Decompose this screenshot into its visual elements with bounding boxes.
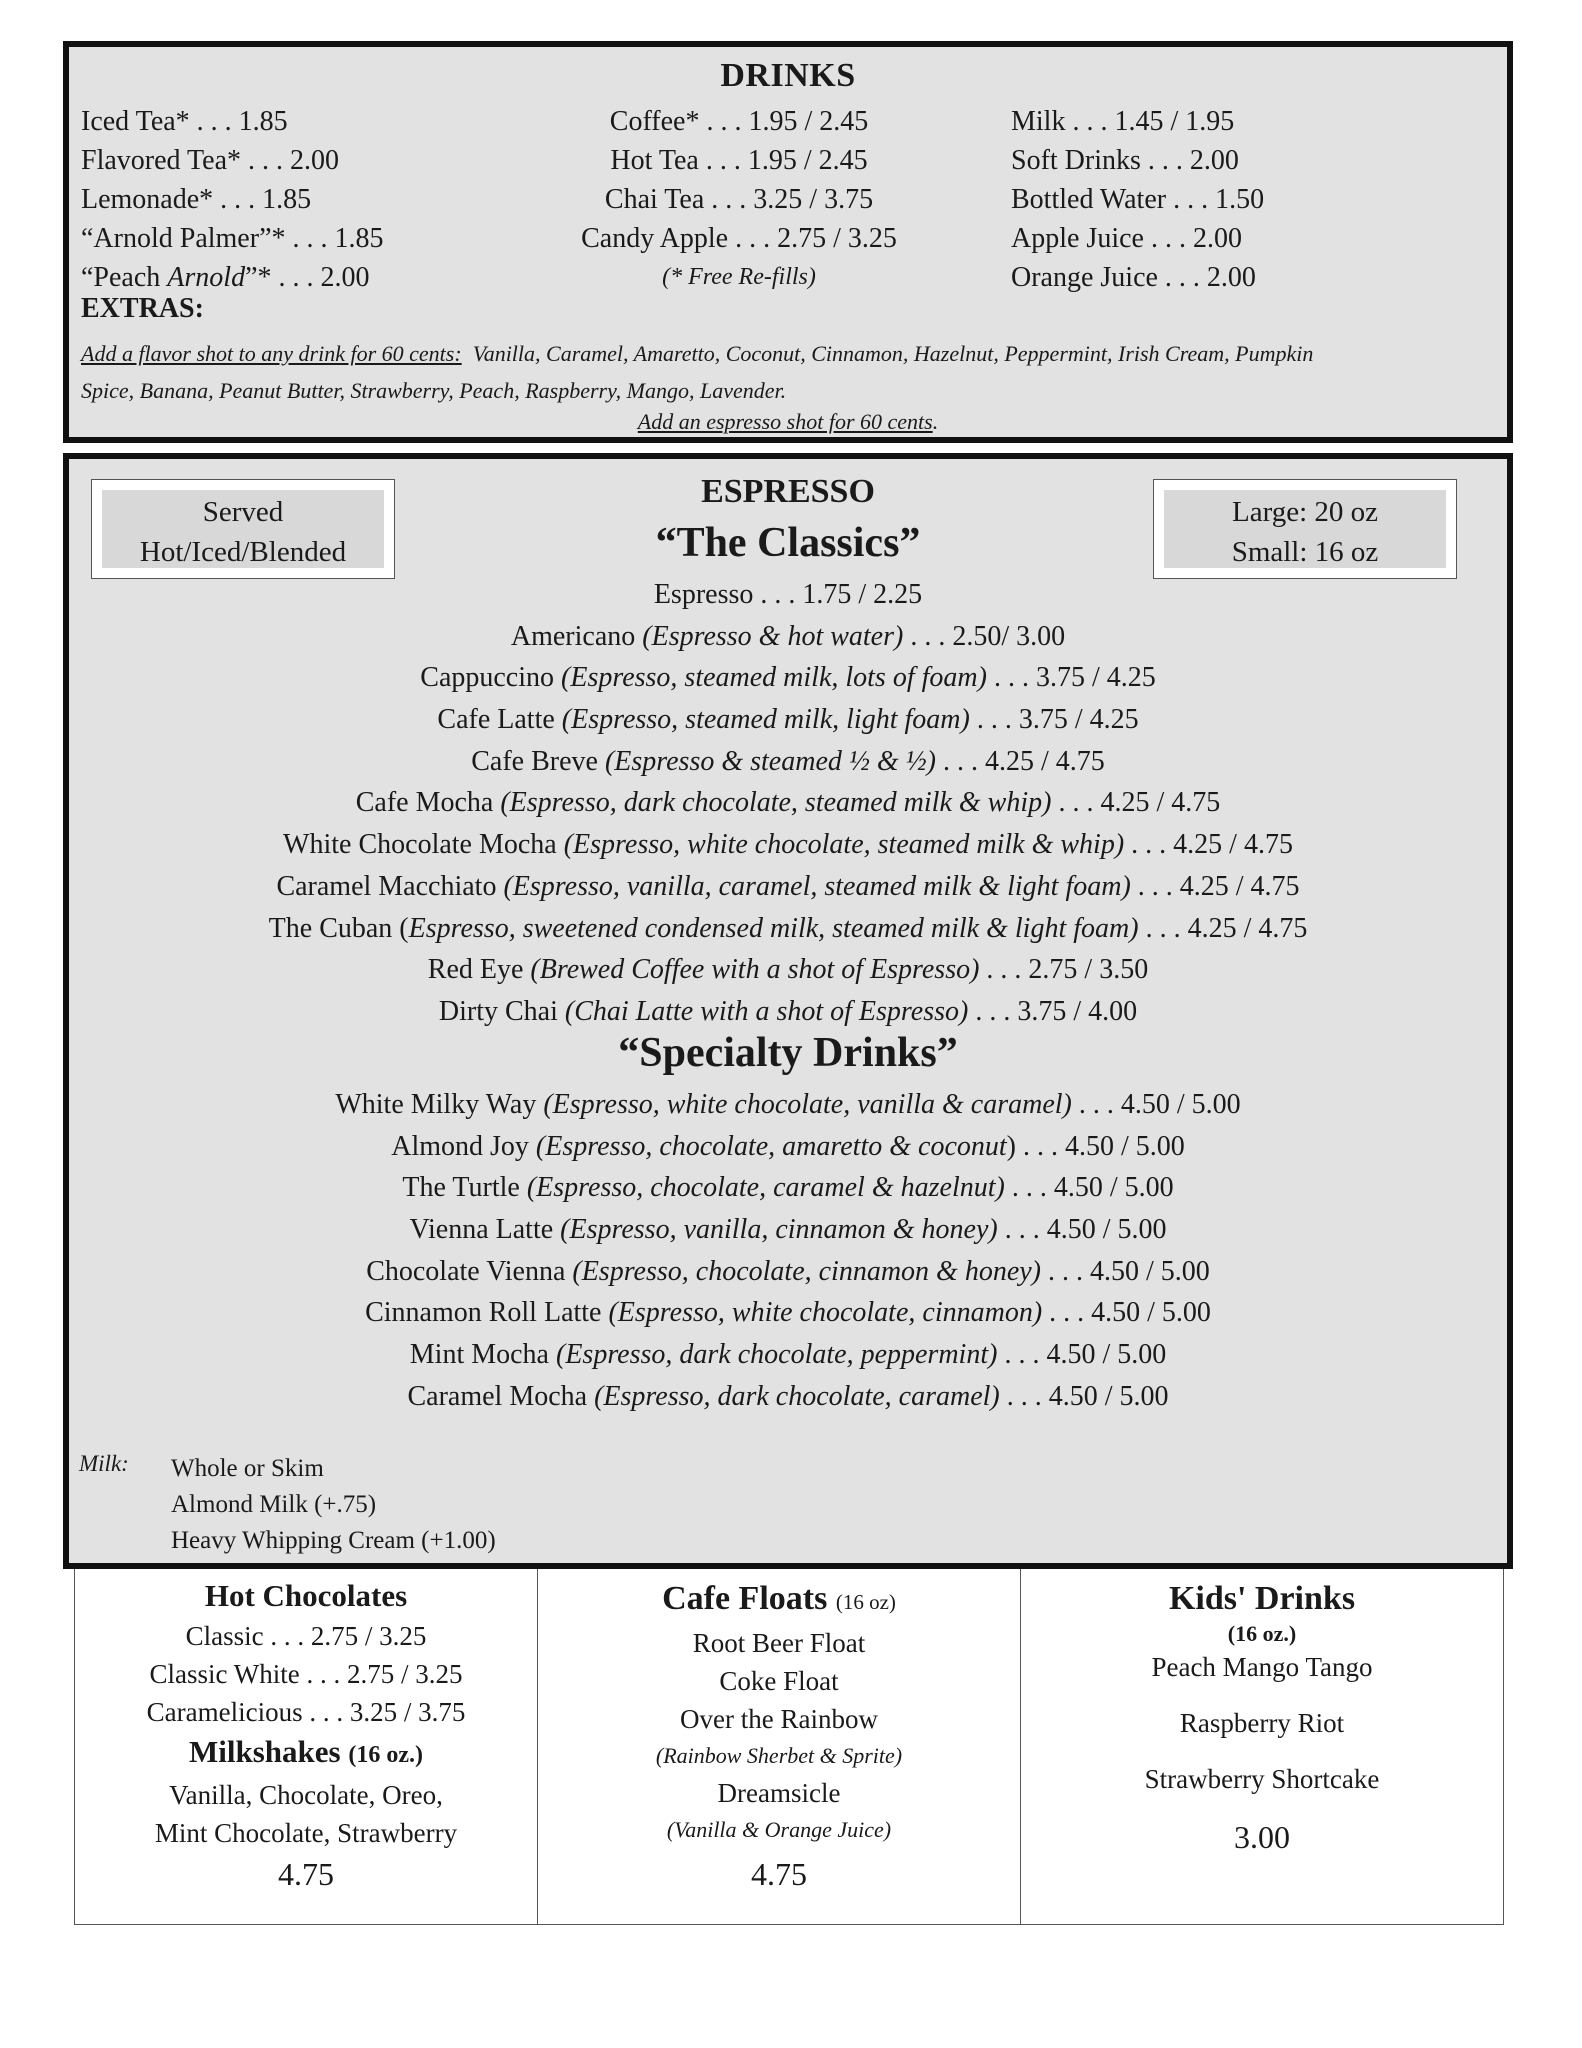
menu-item xyxy=(69,908,1507,950)
classics-heading: “The Classics” xyxy=(655,520,921,566)
drink-item: “Arnold Palmer”* . . . 1.85 xyxy=(81,223,384,254)
menu-item-name: White Milky Way xyxy=(335,1089,544,1120)
menu-item xyxy=(69,866,1507,908)
drink-item: Lemonade* . . . 1.85 xyxy=(81,184,312,215)
classics-list xyxy=(69,574,1507,1033)
menu-item-price: . . . 4.50 / 5.00 xyxy=(997,1339,1167,1371)
float-item: Over the Rainbow xyxy=(680,1704,878,1734)
milkshakes-price: 4.75 xyxy=(278,1856,334,1892)
milk-option: Whole or Skim xyxy=(171,1455,324,1482)
kids-drink-item: Peach Mango Tango xyxy=(1151,1652,1373,1682)
size-small: Small: 16 oz xyxy=(1231,536,1379,568)
milk-label: Milk: xyxy=(79,1451,129,1476)
menu-item-name: Cappuccino xyxy=(420,662,562,694)
menu-item xyxy=(69,1084,1507,1126)
drink-item: Chai Tea . . . 3.25 / 3.75 xyxy=(604,184,874,215)
drink-item: Hot Tea . . . 1.95 / 2.45 xyxy=(610,145,868,176)
drink-item-peach-arnold xyxy=(81,258,384,297)
menu-item-desc: (Espresso & steamed ½ & ½) xyxy=(604,745,936,777)
flavor-shot-label: Add a flavor shot to any drink for 60 cents: xyxy=(81,341,462,366)
float-item: Root Beer Float xyxy=(692,1628,866,1658)
espresso-shot-text: Add an espresso shot for 60 cents xyxy=(637,409,933,434)
menu-item-name: White Chocolate Mocha xyxy=(283,829,564,861)
served-line-1: Served xyxy=(202,496,284,528)
specialty-list xyxy=(69,1084,1507,1418)
cafe-floats-column xyxy=(538,1569,1021,1924)
served-line-2: Hot/Iced/Blended xyxy=(139,536,347,568)
flavor-shot-note xyxy=(81,335,1506,409)
menu-item-name: Chocolate Vienna xyxy=(366,1255,573,1287)
milk-option: Almond Milk (+.75) xyxy=(171,1491,377,1518)
menu-item-name: Espresso xyxy=(653,579,754,610)
kids-drinks-title: Kids' Drinks xyxy=(1168,1580,1356,1617)
menu-item-desc: (Espresso & hot water) xyxy=(642,620,904,652)
milk-options-list xyxy=(171,1451,496,1559)
hot-chocolates-column xyxy=(75,1569,538,1924)
menu-item-desc: (Chai Latte with a shot of Espresso) xyxy=(564,995,969,1027)
kids-drink-item: Raspberry Riot xyxy=(1179,1708,1345,1738)
hot-chocolate-item: Caramelicious . . . 3.25 / 3.75 xyxy=(146,1697,466,1727)
menu-item-price: . . . 2.50/ 3.00 xyxy=(903,620,1066,652)
menu-item-desc: (Espresso, chocolate, amaretto & coconut xyxy=(535,1130,1007,1162)
menu-item-name: Caramel Mocha xyxy=(407,1380,595,1412)
menu-item-price: . . . 3.75 / 4.00 xyxy=(968,995,1138,1027)
drink-item: Bottled Water . . . 1.50 xyxy=(1011,184,1265,215)
menu-item-desc: (Espresso, vanilla, caramel, steamed milk & light foam) xyxy=(503,870,1131,902)
drink-item: Coffee* . . . 1.95 / 2.45 xyxy=(609,106,869,137)
menu-item-price: . . . 4.50 / 5.00 xyxy=(997,1214,1167,1246)
drink-item: Apple Juice . . . 2.00 xyxy=(1011,223,1242,254)
peach-post: ”* . . . 2.00 xyxy=(245,262,370,293)
extras-label: EXTRAS: xyxy=(81,293,204,324)
drink-item: Soft Drinks . . . 2.00 xyxy=(1011,145,1239,176)
hot-chocolates-title: Hot Chocolates xyxy=(204,1578,408,1613)
drinks-title: DRINKS xyxy=(720,57,856,94)
menu-item xyxy=(69,1334,1507,1376)
menu-item-price: . . . 4.25 / 4.75 xyxy=(1124,829,1293,861)
menu-item xyxy=(69,741,1507,783)
kids-drinks-column xyxy=(1021,1569,1503,1924)
kids-drink-item: Strawberry Shortcake xyxy=(1144,1764,1380,1794)
menu-item-name: The Turtle xyxy=(402,1172,527,1204)
menu-item-name: Red Eye xyxy=(427,954,531,986)
float-item: Dreamsicle xyxy=(717,1778,841,1808)
peach-pre: “Peach xyxy=(81,262,168,293)
cafe-floats-heading xyxy=(538,1577,1020,1624)
drink-item: Flavored Tea* . . . 2.00 xyxy=(81,145,340,176)
drink-item: Orange Juice . . . 2.00 xyxy=(1011,262,1256,293)
specialty-heading: “Specialty Drinks” xyxy=(618,1030,958,1076)
bottom-table xyxy=(74,1569,1504,1925)
menu-item xyxy=(69,616,1507,658)
menu-item-name: Americano xyxy=(510,620,643,652)
menu-item-price: . . . 4.50 / 5.00 xyxy=(1004,1172,1174,1204)
cafe-floats-price: 4.75 xyxy=(751,1856,807,1892)
menu-item-price: . . . 4.50 / 5.00 xyxy=(999,1380,1169,1412)
espresso-title: ESPRESSO xyxy=(701,473,875,510)
size-large: Large: 20 oz xyxy=(1231,496,1379,528)
menu-item-desc: (Espresso, dark chocolate, peppermint) xyxy=(556,1339,998,1371)
milk-option: Heavy Whipping Cream (+1.00) xyxy=(171,1527,496,1554)
milkshakes-heading xyxy=(75,1731,537,1776)
menu-item-desc: (Espresso, white chocolate, vanilla & caramel) xyxy=(543,1089,1072,1120)
menu-item xyxy=(69,1209,1507,1251)
menu-item-price: . . . 4.25 / 4.75 xyxy=(1051,787,1221,819)
flavors-line-2: Spice, Banana, Peanut Butter, Strawberry, Peach, Raspberry, Mango, Lavender. xyxy=(81,378,787,403)
menu-item xyxy=(69,574,1507,616)
menu-item-desc: (Espresso, dark chocolate, steamed milk & whip) xyxy=(500,787,1052,819)
menu-item-desc: (Brewed Coffee with a shot of Espresso) xyxy=(530,954,980,986)
menu-item-price: . . . 3.75 / 4.25 xyxy=(969,704,1139,736)
menu-item xyxy=(69,824,1507,866)
peach-ital: Arnold xyxy=(167,262,246,293)
menu-item xyxy=(69,1126,1507,1168)
menu-item-name: Cafe Mocha xyxy=(355,787,501,819)
menu-item-name: Cinnamon Roll Latte xyxy=(365,1297,609,1329)
menu-item xyxy=(69,699,1507,741)
menu-item-price: . . . 4.25 / 4.75 xyxy=(1138,912,1308,944)
float-item-desc: (Rainbow Sherbet & Sprite) xyxy=(655,1743,903,1768)
menu-item-desc: (Espresso, white chocolate, steamed milk & whip) xyxy=(563,829,1125,861)
cafe-floats-size: (16 oz) xyxy=(835,1590,896,1614)
menu-item-desc: (Espresso, white chocolate, cinnamon) xyxy=(608,1297,1043,1329)
menu-item-desc: (Espresso, steamed milk, light foam) xyxy=(561,704,970,736)
menu-item xyxy=(69,782,1507,824)
menu-item-desc: (Espresso, chocolate, cinnamon & honey) xyxy=(572,1255,1042,1287)
drinks-section xyxy=(63,41,1513,443)
espresso-shot-end: . xyxy=(932,409,939,434)
menu-item-desc: (Espresso, chocolate, caramel & hazelnut) xyxy=(526,1172,1005,1204)
milkshakes-flavors-1: Vanilla, Chocolate, Oreo, xyxy=(169,1780,443,1810)
menu-item-name: Vienna Latte xyxy=(409,1214,561,1246)
menu-item-price: . . . 1.75 / 2.25 xyxy=(753,579,923,610)
milkshakes-flavors-2: Mint Chocolate, Strawberry xyxy=(154,1818,458,1848)
menu-item xyxy=(69,1292,1507,1334)
drink-item: Milk . . . 1.45 / 1.95 xyxy=(1011,106,1235,137)
drink-item: Candy Apple . . . 2.75 / 3.25 xyxy=(581,223,897,254)
menu-item-desc: Espresso, sweetened condensed milk, steamed milk & light foam) xyxy=(408,912,1139,944)
menu-item xyxy=(69,949,1507,991)
menu-item-name: Dirty Chai xyxy=(438,995,565,1027)
menu-item xyxy=(69,991,1507,1033)
menu-item-price: . . . 4.50 / 5.00 xyxy=(1041,1255,1210,1287)
menu-item-name: Mint Mocha xyxy=(409,1339,556,1371)
menu-item-name: Almond Joy xyxy=(391,1130,536,1162)
menu-item-desc: (Espresso, dark chocolate, caramel) xyxy=(594,1380,1000,1412)
menu-item-price: . . . 4.25 / 4.75 xyxy=(935,745,1105,777)
hot-chocolate-item: Classic White . . . 2.75 / 3.25 xyxy=(149,1659,463,1689)
menu-item-name: Cafe Latte xyxy=(437,704,562,736)
refills-note: (* Free Re-fills) xyxy=(662,264,816,290)
menu-item-name: Caramel Macchiato xyxy=(276,870,504,902)
espresso-section xyxy=(63,453,1513,1569)
menu-item-price: . . . 2.75 / 3.50 xyxy=(979,954,1149,986)
menu-item-price: . . . 4.25 / 4.75 xyxy=(1130,870,1300,902)
menu-item-price: . . . 4.50 / 5.00 xyxy=(1071,1089,1241,1120)
drink-item: Iced Tea* . . . 1.85 xyxy=(81,106,288,137)
menu-item-name: The Cuban ( xyxy=(268,912,409,944)
menu-item xyxy=(69,657,1507,699)
drinks-column-3 xyxy=(1011,102,1264,297)
menu-item-price: ) . . . 4.50 / 5.00 xyxy=(1006,1130,1185,1162)
drinks-column-2 xyxy=(519,102,959,297)
float-item-desc: (Vanilla & Orange Juice) xyxy=(666,1817,892,1842)
hot-chocolate-item: Classic . . . 2.75 / 3.25 xyxy=(185,1621,427,1651)
menu-item xyxy=(69,1376,1507,1418)
kids-drinks-price: 3.00 xyxy=(1234,1819,1290,1855)
milkshakes-title: Milkshakes xyxy=(189,1734,341,1769)
drinks-column-1 xyxy=(81,102,384,297)
kids-drinks-size: (16 oz.) xyxy=(1227,1621,1297,1646)
menu-item-desc: (Espresso, vanilla, cinnamon & honey) xyxy=(560,1214,998,1246)
float-item: Coke Float xyxy=(719,1666,839,1696)
espresso-shot-note xyxy=(69,409,1507,435)
cafe-floats-title: Cafe Floats xyxy=(662,1580,828,1617)
menu-item-desc: (Espresso, steamed milk, lots of foam) xyxy=(561,662,987,694)
menu-item-name: Cafe Breve xyxy=(471,745,605,777)
milkshakes-size: (16 oz.) xyxy=(348,1742,423,1768)
menu-item xyxy=(69,1167,1507,1209)
menu-item-price: . . . 4.50 / 5.00 xyxy=(1042,1297,1211,1329)
menu-item-price: . . . 3.75 / 4.25 xyxy=(986,662,1156,694)
flavors-line-1: Vanilla, Caramel, Amaretto, Coconut, Cinnamon, Hazelnut, Peppermint, Irish Cream, Pumpkin xyxy=(472,341,1314,366)
menu-item xyxy=(69,1251,1507,1293)
